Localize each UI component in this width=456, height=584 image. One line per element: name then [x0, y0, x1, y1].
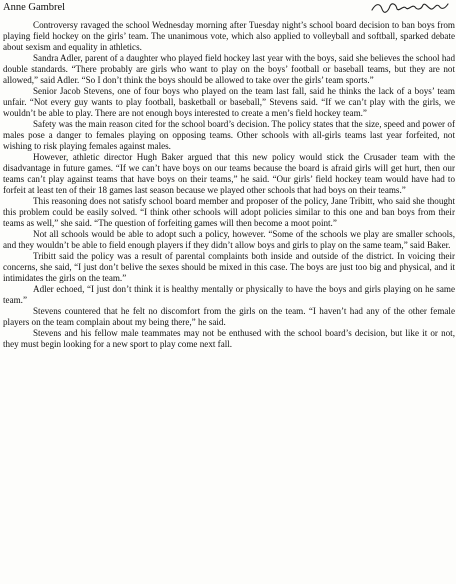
article-paragraph: However, athletic director Hugh Baker argued that this new policy would stick the Crusader team with the disadvantage in future games. “If we can’t have boys on our teams because the board is afraid girls will get hurt, then our teams can’t play against teams that have boys on their teams,” he said. “Our girls’ field hockey team would have had to forfeit at least ten of their 18 games last season because we played other schools that had boys on their teams.” — [3, 152, 455, 195]
article-paragraph: Stevens countered that he felt no discomfort from the girls on the team. “I haven’t had any of the other female players on the team complain about my being there,” he said. — [3, 306, 455, 327]
article-paragraph: Senior Jacob Stevens, one of four boys who played on the team last fall, said he thinks the lack of a boys’ team unfair. “Not every guy wants to play football, basketball or baseball,” Stevens said. “If we can’t play with the girls, we wouldn’t be able to play. There are not enough boys interested to create a men’s field hockey team.” — [3, 86, 455, 118]
handwritten-annotation — [370, 0, 450, 14]
article-paragraph: Stevens and his fellow male teammates may not be enthused with the school board’s decision, but like it or not, they must begin looking for a new sport to play come next fall. — [3, 328, 455, 349]
article-paragraph: Controversy ravaged the school Wednesday morning after Tuesday night’s school board decision to ban boys from playing field hockey on the girls’ team. The unanimous vote, which also applied to volleyball and softball, sparked debate about sexism and equality in athletics. — [3, 20, 455, 52]
article-paragraph: Adler echoed, “I just don’t think it is healthy mentally or physically to have the boys and girls playing on he same team.” — [3, 284, 455, 305]
article-paragraph: Sandra Adler, parent of a daughter who played field hockey last year with the boys, said she believes the school had double standards. “There probably are girls who want to play on the boys’ football or baseball teams, but they are not allowed,” said Adler. “So I don’t think the boys should be allowed to take over the girls’ team sports.” — [3, 53, 455, 85]
article-paragraph: Tribitt said the policy was a result of parental complaints both inside and outside of the district. In voicing their concerns, she said, “I just don’t belive the sexes should be mixed in this case. The boys are just too big and physical, and it intimidates the girls on the team.” — [3, 251, 455, 283]
author-name: Anne Gambrel — [3, 2, 66, 13]
article-paragraph: Safety was the main reason cited for the school board’s decision. The policy states that the size, speed and power of males pose a danger to females playing on opposing teams. Other schools with all-girls teams last year forfeited, not wishing to risk playing females against males. — [3, 119, 455, 151]
article-paragraph: Not all schools would be able to adopt such a policy, however. “Some of the schools we play are smaller schools, and they wouldn’t be able to field enough players if they didn’t allow boys and girls to play on the same team,” said Baker. — [3, 229, 455, 250]
article-body — [3, 20, 455, 350]
article-paragraph: This reasoning does not satisfy school board member and proposer of the policy, Jane Tribitt, who said she thought this problem could be easily solved. “I think other schools will adopt policies similar to this one and ban boys from their teams as well,” she said. “The question of forfeiting games will then become a moot point.” — [3, 196, 455, 228]
